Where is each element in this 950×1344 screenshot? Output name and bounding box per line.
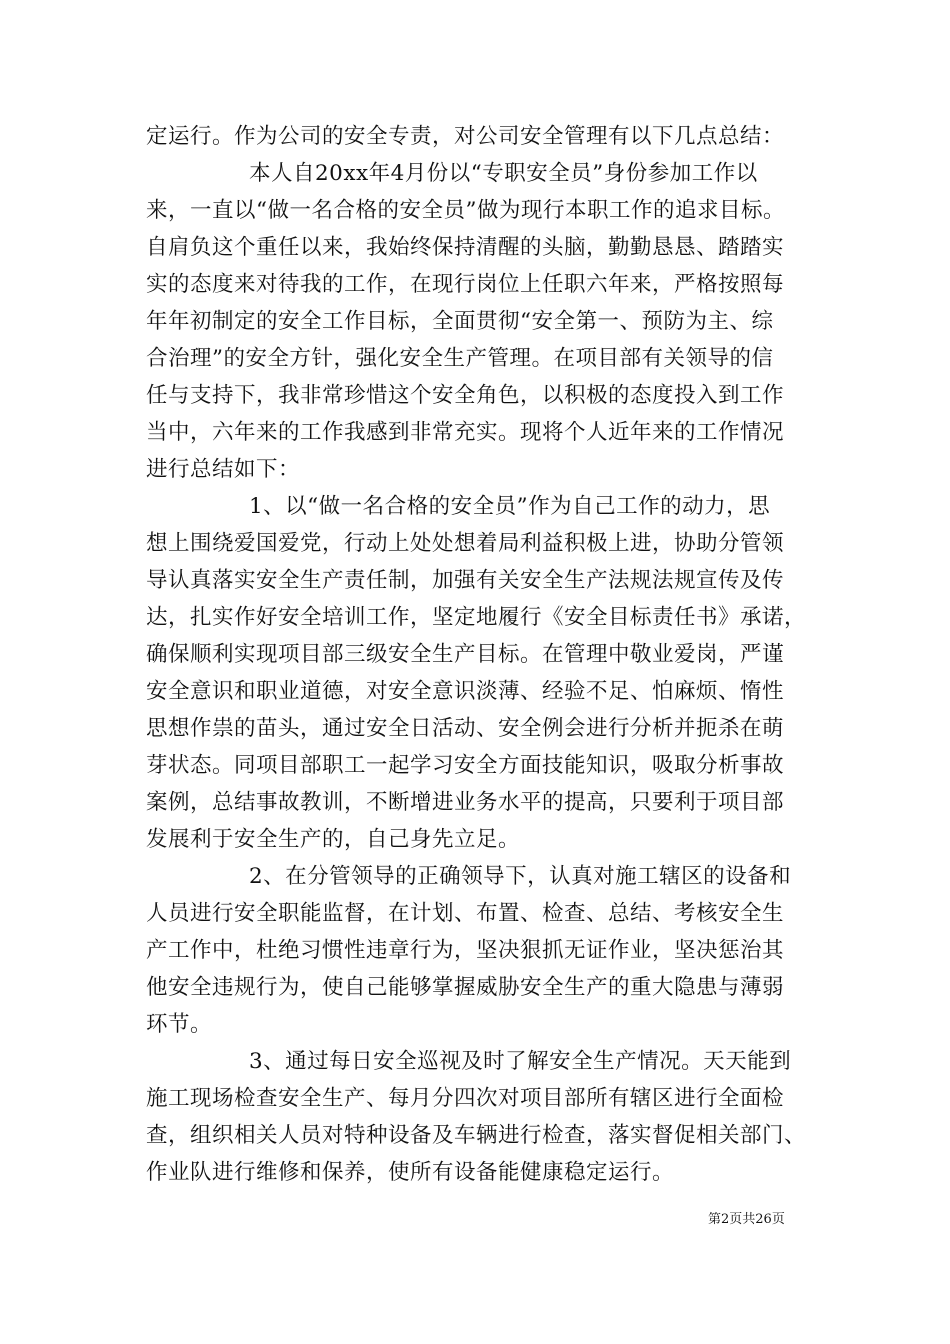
- text-line: 达，扎实作好安全培训工作，坚定地履行《安全目标责任书》承诺，: [146, 605, 807, 630]
- text-line: 任与支持下，我非常珍惜这个安全角色，以积极的态度投入到工作: [146, 383, 785, 408]
- text-line: 查，组织相关人员对特种设备及车辆进行检查，落实督促相关部门、: [146, 1123, 807, 1148]
- text-line: 产工作中，杜绝习惯性违章行为，坚决狠抓无证作业，坚决惩治其: [146, 938, 785, 963]
- text-line: 定运行。作为公司的安全专责，对公司安全管理有以下几点总结：: [146, 124, 785, 149]
- text-line: 当中，六年来的工作我感到非常充实。现将个人近年来的工作情况: [146, 420, 785, 445]
- text-line: 年年初制定的安全工作目标，全面贯彻“安全第一、预防为主、综: [146, 309, 774, 334]
- text-line: 芽状态。同项目部职工一起学习安全方面技能知识，吸取分析事故: [146, 753, 785, 778]
- page-number-footer: 第2页共26页: [708, 1212, 785, 1227]
- paragraph-start-line: 3、通过每日安全巡视及时了解安全生产情况。天天能到: [249, 1049, 792, 1074]
- paragraph-start-line: 1、以“做一名合格的安全员”作为自己工作的动力，思: [249, 494, 771, 519]
- text-line: 环节。: [146, 1012, 213, 1037]
- text-line: 来，一直以“做一名合格的安全员”做为现行本职工作的追求目标。: [146, 198, 785, 223]
- text-line: 安全意识和职业道德，对安全意识淡薄、经验不足、怕麻烦、惰性: [146, 679, 785, 704]
- text-line: 实的态度来对待我的工作，在现行岗位上任职六年来，严格按照每: [146, 272, 785, 297]
- text-line: 作业队进行维修和保养，使所有设备能健康稳定运行。: [146, 1160, 675, 1185]
- text-line: 案例，总结事故教训，不断增进业务水平的提高，只要利于项目部: [146, 790, 785, 815]
- text-line: 想上围绕爱国爱党，行动上处处想着局利益积极上进，协助分管领: [146, 531, 785, 556]
- text-line: 思想作祟的苗头，通过安全日活动、安全例会进行分析并扼杀在萌: [146, 716, 785, 741]
- text-line: 发展利于安全生产的，自己身先立足。: [146, 827, 521, 852]
- text-line: 合治理”的安全方针，强化安全生产管理。在项目部有关领导的信: [146, 346, 774, 371]
- text-line: 自肩负这个重任以来，我始终保持清醒的头脑，勤勤恳恳、踏踏实: [146, 235, 785, 260]
- text-line: 导认真落实安全生产责任制，加强有关安全生产法规法规宣传及传: [146, 568, 785, 593]
- text-line: 确保顺利实现项目部三级安全生产目标。在管理中敬业爱岗，严谨: [146, 642, 785, 667]
- text-line: 人员进行安全职能监督，在计划、布置、检查、总结、考核安全生: [146, 901, 785, 926]
- paragraph-start-line: 本人自20xx年4月份以“专职安全员”身份参加工作以: [249, 161, 758, 186]
- text-line: 他安全违规行为，使自己能够掌握威胁安全生产的重大隐患与薄弱: [146, 975, 785, 1000]
- paragraph-start-line: 2、在分管领导的正确领导下，认真对施工辖区的设备和: [249, 864, 792, 889]
- text-line: 施工现场检查安全生产、每月分四次对项目部所有辖区进行全面检: [146, 1086, 785, 1111]
- text-line: 进行总结如下：: [146, 457, 301, 482]
